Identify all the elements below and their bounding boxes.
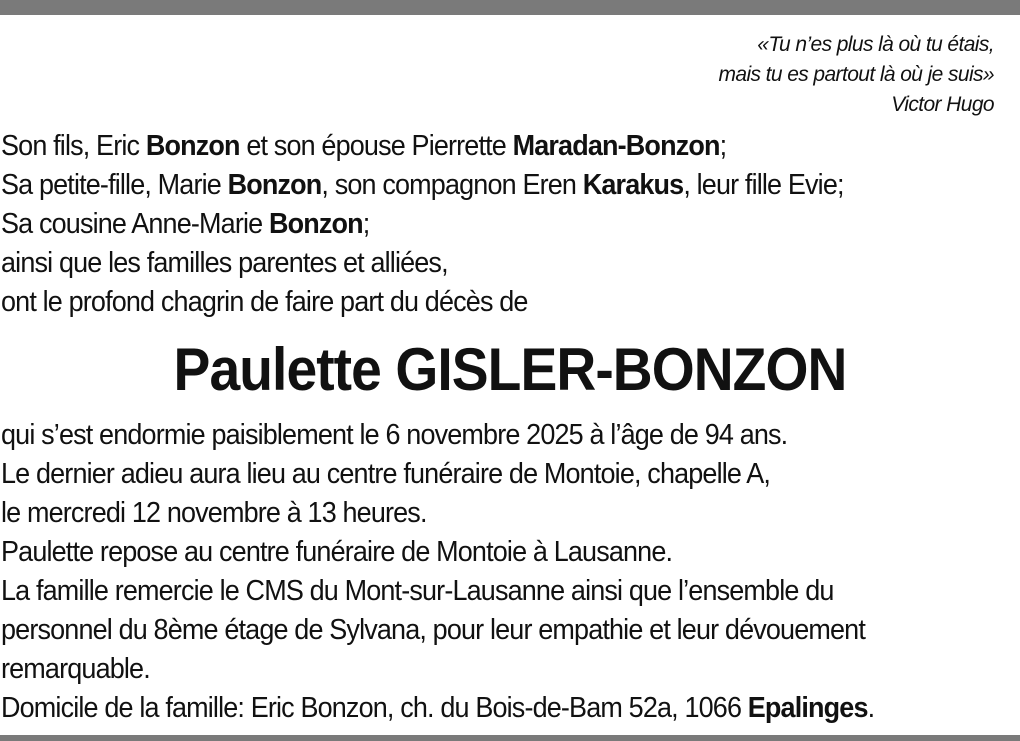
- bottom-rule: [0, 735, 1020, 741]
- details-line-7: remarquable.: [1, 653, 150, 685]
- details-line-5: La famille remercie le CMS du Mont-sur-Lausanne ainsi que l’ensemble du: [1, 575, 834, 607]
- epigraph-quote: [718, 30, 994, 120]
- details-line-2: Le dernier adieu aura lieu au centre funéraire de Montoie, chapelle A,: [1, 458, 771, 490]
- intro-line-families: ainsi que les familles parentes et alliées,: [1, 247, 448, 279]
- details-line-address: Domicile de la famille: Eric Bonzon, ch. du Bois-de-Bam 52a, 1066 Epalinges.: [1, 692, 875, 724]
- deceased-name: Paulette GISLER-BONZON: [173, 336, 847, 403]
- details-line-3: le mercredi 12 novembre à 13 heures.: [1, 497, 427, 529]
- quote-line-1: «Tu n’es plus là où tu étais,: [757, 33, 994, 56]
- intro-line-cousin: Sa cousine Anne-Marie Bonzon;: [1, 208, 370, 240]
- quote-author: Victor Hugo: [891, 93, 994, 116]
- top-rule: [0, 0, 1020, 15]
- intro-line-granddaughter: Sa petite-fille, Marie Bonzon, son compagnon Eren Karakus, leur fille Evie;: [1, 169, 844, 201]
- quote-line-2: mais tu es partout là où je suis»: [718, 63, 994, 86]
- details-line-4: Paulette repose au centre funéraire de Montoie à Lausanne.: [1, 536, 673, 568]
- intro-line-son: Son fils, Eric Bonzon et son épouse Pierrette Maradan-Bonzon;: [1, 130, 727, 162]
- funeral-details: [1, 416, 874, 728]
- details-line-1: qui s’est endormie paisiblement le 6 novembre 2025 à l’âge de 94 ans.: [1, 419, 788, 451]
- details-line-6: personnel du 8ème étage de Sylvana, pour leur empathie et leur dévouement: [1, 614, 865, 646]
- intro-line-announce: ont le profond chagrin de faire part du décès de: [1, 286, 528, 318]
- family-announcement: [1, 127, 844, 322]
